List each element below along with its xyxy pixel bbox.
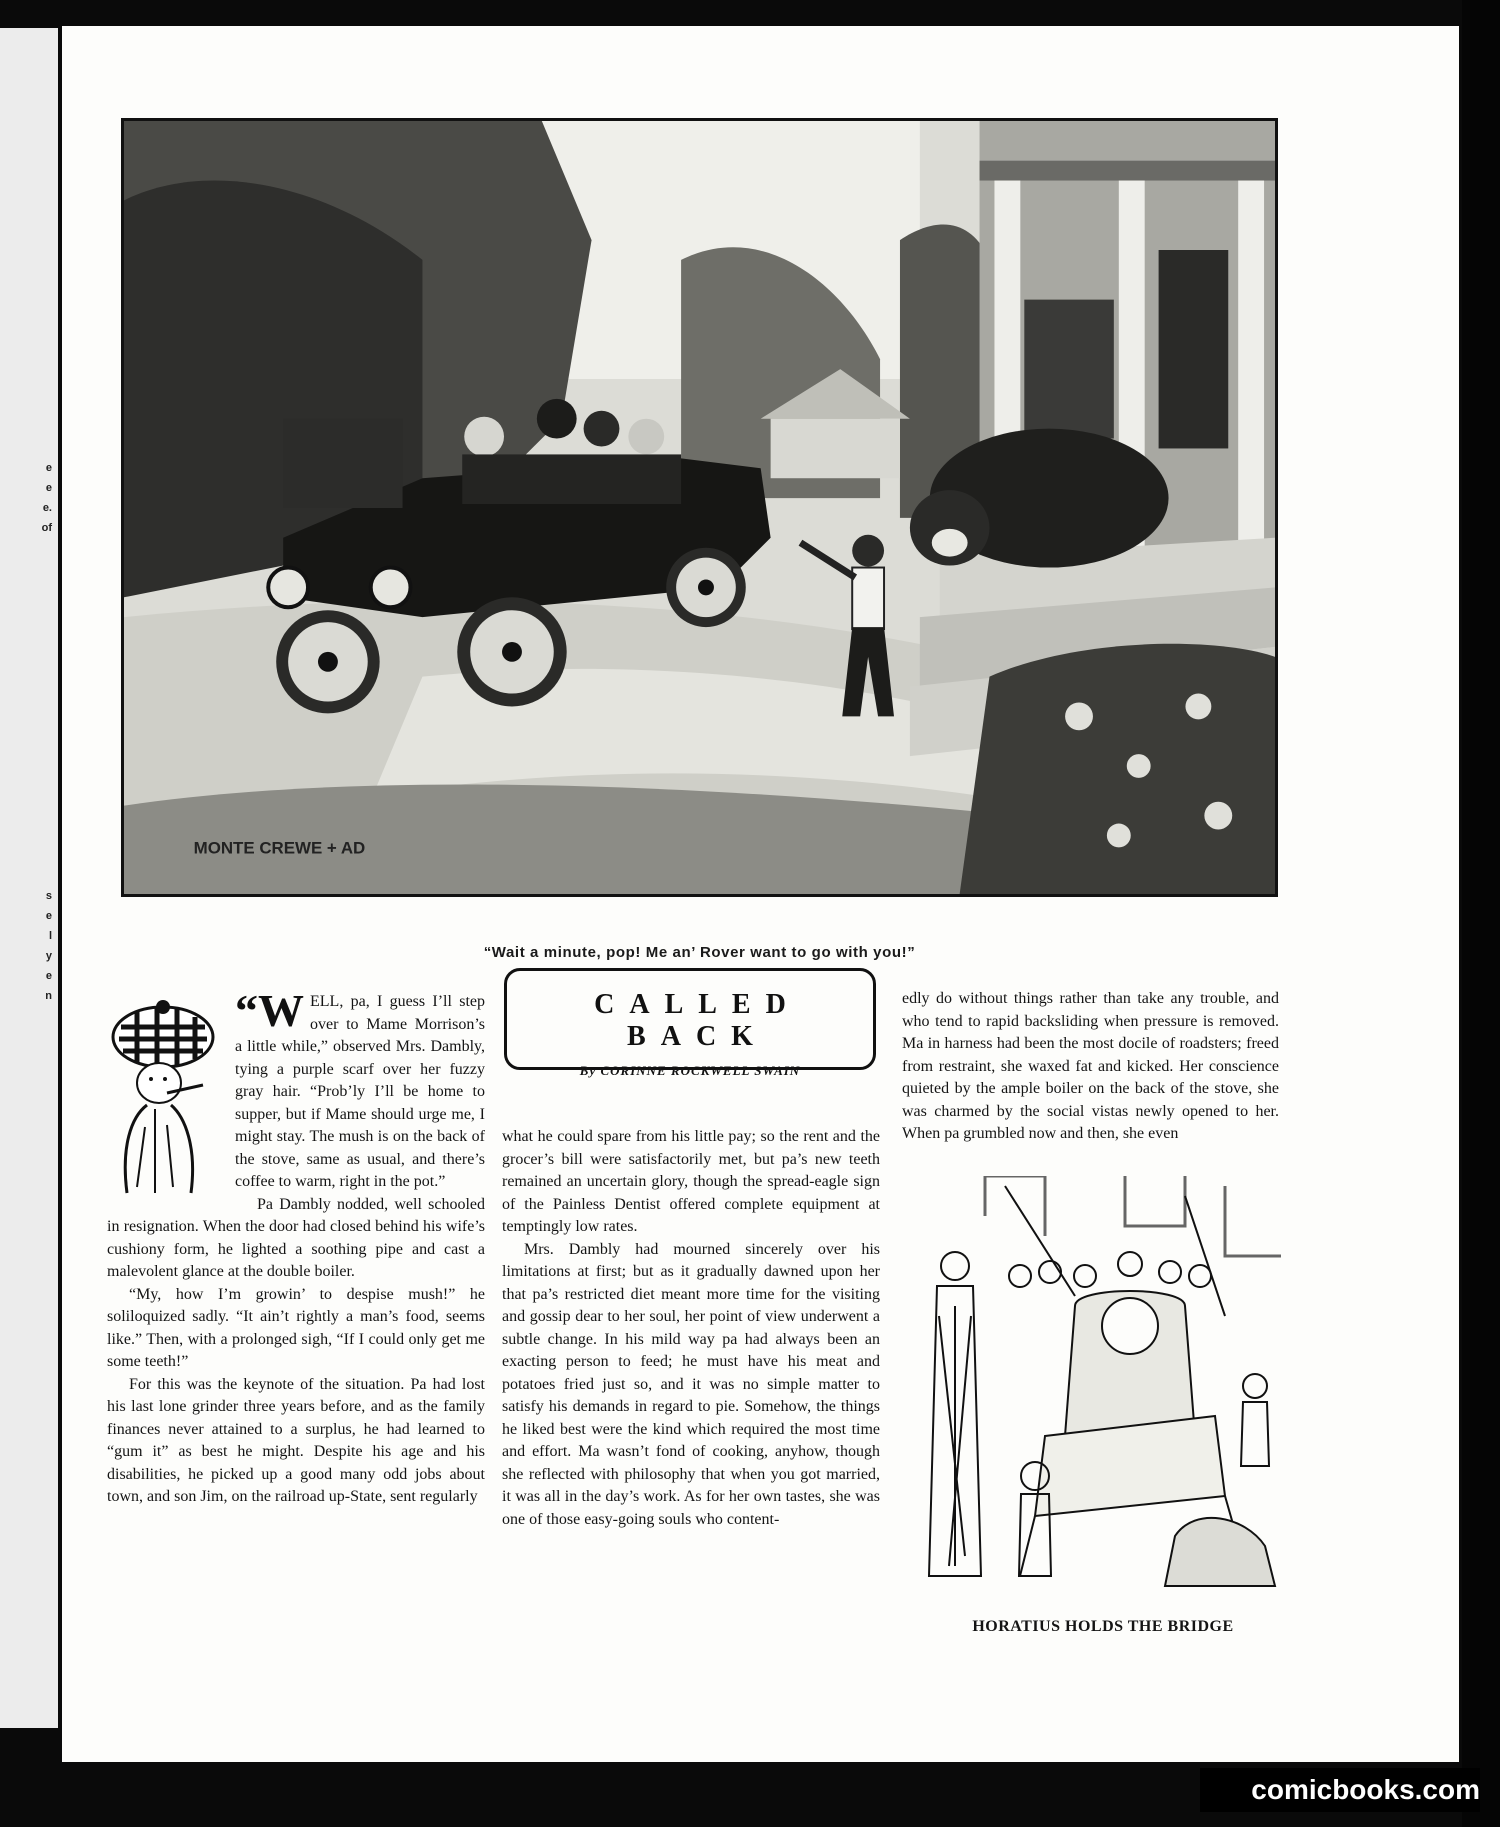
illustration-signature: MONTE CREWE + AD xyxy=(193,838,366,858)
paragraph: For this was the keynote of the situation. Pa had lost his last lone grinder three years before, and as the family finances never attained to a surplus, he had learned to “gum it” as best he might. Despite his age and his disabilities, he picked up a good many odd jobs about town, and son Jim, on the railroad up-State, sent regularly xyxy=(107,1375,485,1505)
magazine-page xyxy=(62,26,1459,1762)
text-column-2 xyxy=(502,1126,880,1531)
facing-page-fragment: of xyxy=(41,522,52,534)
paragraph: edly do without things rather than take any trouble, and who tend to rapid backsliding when pressure is removed. Ma in harness had been the most docile of roadsters; freed from restraint, she waxed fat and kicked. Her conscience quieted by the ample boiler on the back of the stove, she was charmed by the social vistas newly opened to her. When pa grumbled now and then, she even xyxy=(902,990,1279,1142)
facing-page-fragment: s xyxy=(45,890,52,902)
facing-page-fragment: e xyxy=(45,482,52,494)
facing-page-fragment: e xyxy=(45,462,52,474)
facing-page-fragment: e xyxy=(45,970,52,982)
facing-page-fragment: y xyxy=(45,950,52,962)
text-column-1 xyxy=(107,985,485,1509)
paragraph: what he could spare from his little pay; so the rent and the grocer’s bill were satisfactorily met, but pa’s new teeth remained an uncertain glory, though the spread-eagle sign of the Painless Dentist offered complete equipment at temptingly low rates. xyxy=(502,1128,880,1235)
facing-page-fragment: e xyxy=(45,910,52,922)
text-column-3 xyxy=(902,988,1279,1146)
paragraph: “My, how I’m growin’ to despise mush!” he soliloquized sadly. “It ain’t rightly a man’s food, seems like.” Then, with a prolonged sigh, “If I could only get me some teeth!” xyxy=(107,1285,485,1370)
car-and-porch-drawing xyxy=(124,121,1275,894)
drop-cap: “W xyxy=(235,985,304,1036)
paragraph: Mrs. Dambly had mourned sincerely over his limitations at first; but as it gradually dawned upon her that pa’s restricted diet meant more time for the visiting and gossip dear to her soul, her point of view underwent a subtle change. In his mild way pa had always been an exacting person to feed; he must have his meat and potatoes fried just so, and it was no simple matter to satisfy his demands in regard to pie. Somehow, the things he liked best were the kind which required the most time and effort. Ma wasn’t fond of cooking, anyhow, though she reflected with philosophy that when you got married, it was all in the day’s work. As for her own tastes, she was one of those easy-going souls who content- xyxy=(502,1240,880,1528)
paragraph: Pa Dambly nodded, well schooled in resignation. When the door had closed behind his wife’s cushiony form, he lighted a soothing pipe and cast a malevolent glance at the double boiler. xyxy=(107,1195,485,1280)
story-byline: By CORINNE ROCKWELL SWAIN xyxy=(579,1063,801,1078)
man-with-cap-vignette xyxy=(107,997,225,1197)
paragraph: ELL, pa, I guess I’ll step over to Mame Morrison’s a little while,” observed Mrs. Dambly, tying a purple scarf over her fuzzy gray hair. “Prob’ly I’ll be home to supper, but if Mame should urge me, I might stay. The mush is on the back of the stove, same as usual, and there’s coffee to warm, right in the pot.” xyxy=(235,993,485,1190)
crowd-sketch xyxy=(925,1176,1281,1606)
illustration-caption: “Wait a minute, pop! Me an’ Rover want to go with you!” xyxy=(483,944,916,961)
story-title: CALLED BACK xyxy=(594,989,801,1052)
facing-page-edge xyxy=(0,28,58,1728)
facing-page-fragment: e. xyxy=(42,502,52,514)
scan-edge xyxy=(1462,0,1500,1827)
site-watermark: comicbooks.com xyxy=(1200,1768,1480,1812)
sketch-caption: HORATIUS HOLDS THE BRIDGE xyxy=(972,1618,1234,1635)
story-title-box xyxy=(504,968,876,1078)
facing-page-fragment: n xyxy=(45,990,52,1002)
main-illustration xyxy=(121,118,1278,897)
facing-page-fragment: l xyxy=(48,930,52,942)
